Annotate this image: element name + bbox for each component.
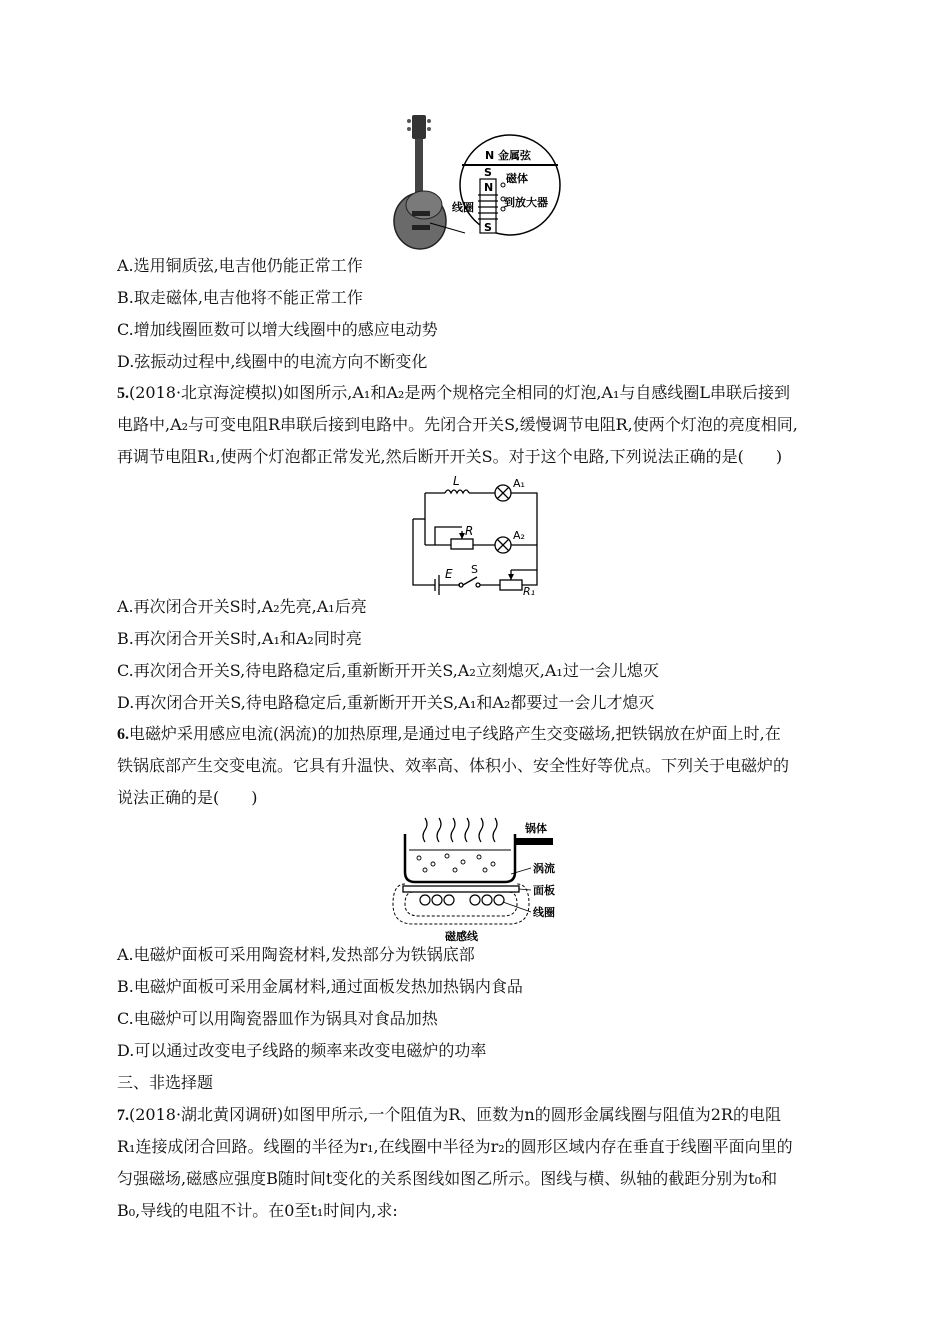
q7-stem-line-1: 7.(2018·湖北黄冈调研)如图甲所示,一个阻值为R、匝数为n的圆形金属线圈与阻值为2R的电阻 — [117, 1105, 781, 1124]
label-magnet: 磁体 — [506, 172, 528, 185]
q5-circuit-diagram — [405, 475, 550, 595]
label-n-string: N 金属弦 — [485, 149, 532, 162]
label-A2: A₂ — [513, 529, 525, 542]
label-s-bottom: S — [484, 221, 492, 234]
q4-option-a: A.选用铜质弦,电吉他仍能正常工作 — [117, 256, 363, 275]
q4-option-c: C.增加线圈匝数可以增大线圈中的感应电动势 — [117, 320, 438, 339]
q7-stem-line-3: 匀强磁场,磁感应强度B随时间t变化的关系图线如图乙所示。图线与横、纵轴的截距分别为t₀和 — [117, 1169, 778, 1188]
label-pot: 锅体 — [525, 822, 547, 835]
label-E: E — [445, 567, 453, 581]
q5-number: 5. — [117, 385, 129, 402]
q6-option-a: A.电磁炉面板可采用陶瓷材料,发热部分为铁锅底部 — [117, 945, 475, 964]
q7-stem-line-4: B₀,导线的电阻不计。在0至t₁时间内,求: — [117, 1201, 398, 1220]
q5-stem-line-2: 电路中,A₂与可变电阻R串联后接到电路中。先闭合开关S,缓慢调节电阻R,使两个灯泡的亮度相同, — [117, 415, 798, 434]
label-s-top: S — [484, 166, 492, 179]
label-A1: A₁ — [513, 477, 525, 490]
q6-stem-line-2: 铁锅底部产生交变电流。它具有升温快、效率高、体积小、安全性好等优点。下列关于电磁炉的 — [117, 756, 790, 775]
q5-option-c: C.再次闭合开关S,待电路稳定后,重新断开开关S,A₂立刻熄灭,A₁过一会儿熄灭 — [117, 661, 659, 680]
q6-option-c: C.电磁炉可以用陶瓷器皿作为锅具对食品加热 — [117, 1009, 438, 1028]
label-eddy: 涡流 — [533, 862, 555, 875]
label-panel: 面板 — [533, 884, 555, 897]
q7-stem-line-2: R₁连接成闭合回路。线圈的半径为r₁,在线圈中半径为r₂的圆形区域内存在垂直于线圈平面向里的 — [117, 1137, 793, 1156]
guitar-figure — [390, 113, 590, 253]
q5-stem-line-1: 5.(2018·北京海淀模拟)如图所示,A₁和A₂是两个规格完全相同的灯泡,A₁与自感线圈L串联后接到 — [117, 383, 790, 402]
label-R1: R₁ — [523, 585, 536, 595]
q6-stem-line-1: 6.电磁炉采用感应电流(涡流)的加热原理,是通过电子线路产生交变磁场,把铁锅放在炉面上时,在 — [117, 724, 781, 743]
label-n-mag: N — [484, 181, 494, 194]
q5-option-b: B.再次闭合开关S时,A₁和A₂同时亮 — [117, 629, 362, 648]
label-amplifier: 到放大器 — [504, 196, 548, 209]
q6-induction-cooker-figure — [385, 812, 575, 942]
q5-option-d: D.再次闭合开关S,待电路稳定后,重新断开开关S,A₁和A₂都要过一会儿才熄灭 — [117, 693, 655, 712]
q6-number: 6. — [117, 726, 129, 743]
label-field: 磁感线 — [445, 930, 478, 942]
q5-stem-line-3: 再调节电阻R₁,使两个灯泡都正常发光,然后断开开关S。对于这个电路,下列说法正确的是( ) — [117, 447, 783, 466]
q6-option-b: B.电磁炉面板可采用金属材料,通过面板发热加热锅内食品 — [117, 977, 523, 996]
label-S: S — [471, 563, 478, 576]
q7-number: 7. — [117, 1107, 129, 1124]
q6-stem-line-3: 说法正确的是( ) — [117, 788, 258, 807]
q4-option-b: B.取走磁体,电吉他将不能正常工作 — [117, 288, 363, 307]
section-heading: 三、非选择题 — [117, 1073, 214, 1092]
label-R: R — [465, 524, 474, 538]
label-coil: 线圈 — [452, 201, 474, 214]
q5-option-a: A.再次闭合开关S时,A₂先亮,A₁后亮 — [117, 597, 367, 616]
label-L: L — [453, 475, 460, 488]
q6-option-d: D.可以通过改变电子线路的频率来改变电磁炉的功率 — [117, 1041, 487, 1060]
q4-option-d: D.弦振动过程中,线圈中的电流方向不断变化 — [117, 352, 428, 371]
label-coil: 线圈 — [533, 906, 555, 919]
